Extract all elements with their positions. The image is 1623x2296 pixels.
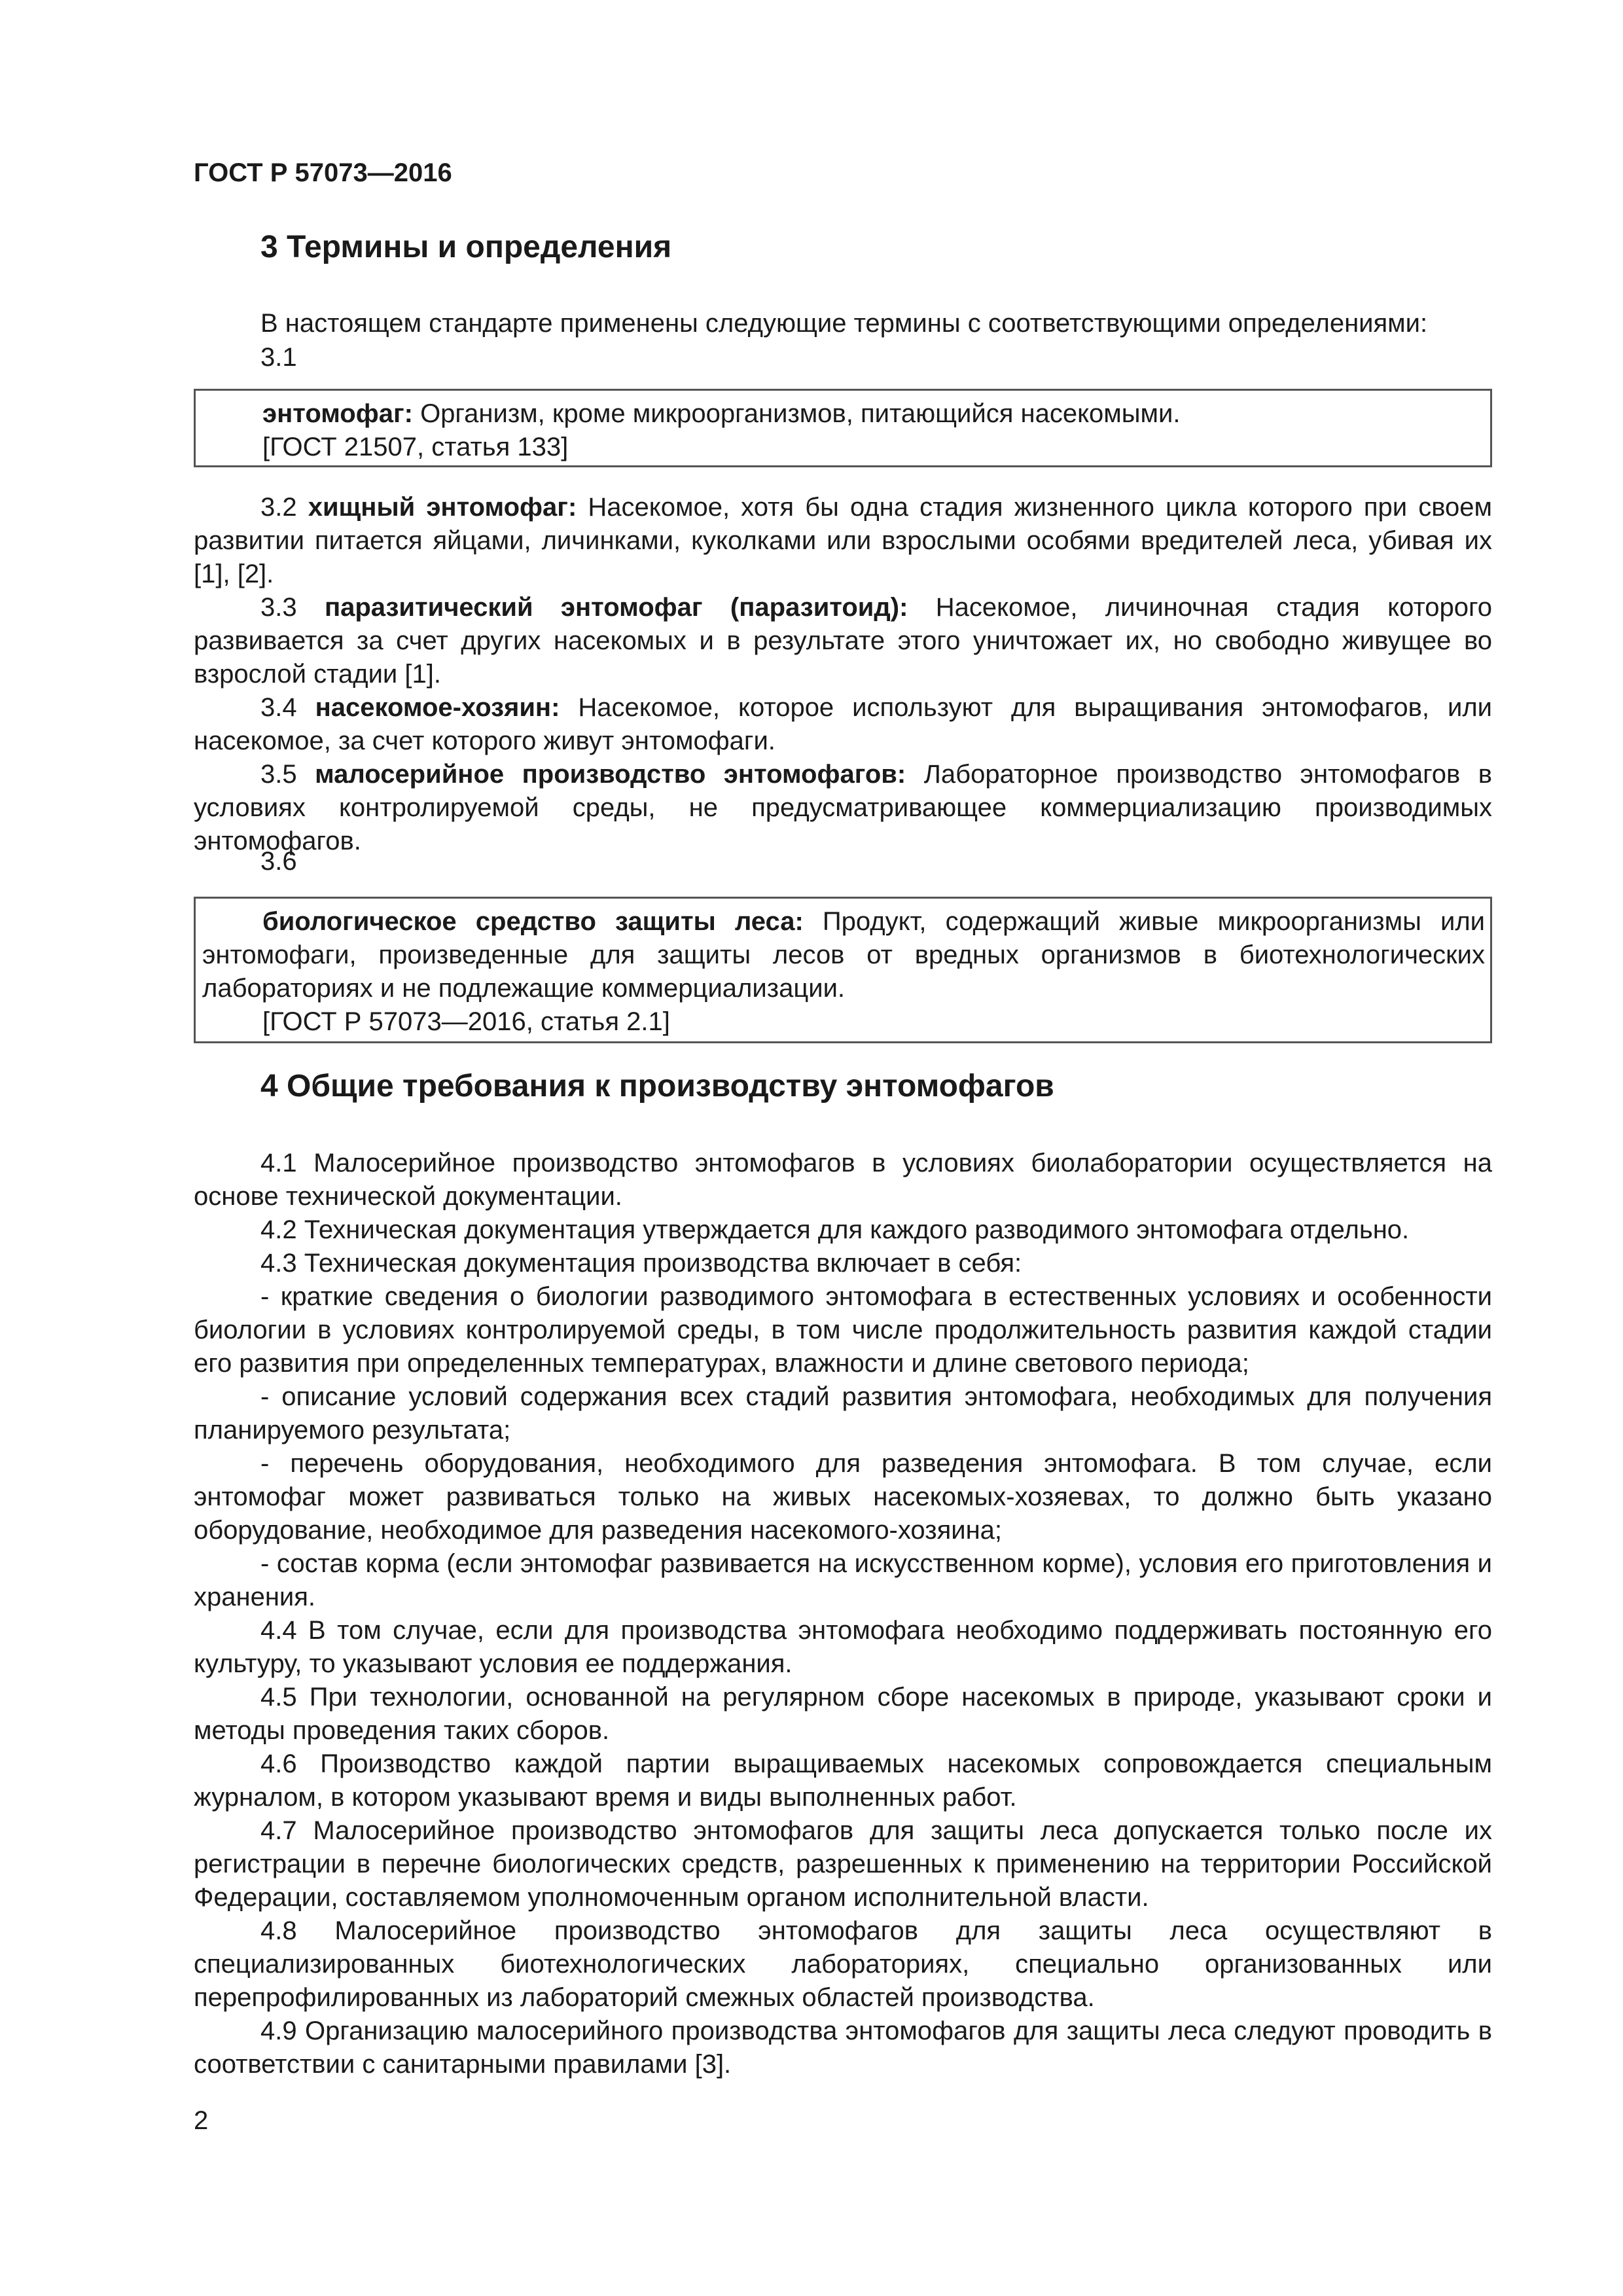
term-3-3-number: 3.3 (260, 593, 325, 622)
term-3-6-number: 3.6 (260, 847, 297, 876)
term-3-5-number: 3.5 (260, 760, 315, 789)
page-number: 2 (194, 2106, 209, 2135)
term-3-5 (194, 758, 1492, 858)
clause-4-4: 4.4 В том случае, если для производства энтомофага необходимо поддерживать постоянную его культуру, то указывают условия ее поддержания. (194, 1616, 1492, 1678)
term-3-1-source: [ГОСТ 21507, статья 133] (262, 433, 569, 461)
clause-4-6: 4.6 Производство каждой партии выращиваемых насекомых сопровождается специальным журналом, в котором указывают время и виды выполненных работ. (194, 1749, 1492, 1812)
section-4-title: 4 Общие требования к производству энтомофагов (260, 1069, 1054, 1103)
term-3-2 (194, 491, 1492, 591)
clause-4-7: 4.7 Малосерийное производство энтомофагов для защиты леса допускается только после их регистрации в перечне биологических средств, разрешенных к применению на территории Российской Федерации, составляемом уполномоченным органом исполнительной власти. (194, 1816, 1492, 1912)
term-3-3-def: Насекомое, личиночная стадия которого развивается за счет других насекомых и в результате этого уничтожает их, но свободно живущее во взрослой стадии [1]. (194, 593, 1493, 689)
term-3-6-term: биологическое средство защиты леса: (262, 907, 804, 936)
list-item-feed: - состав корма (если энтомофаг развивается на искусственном корме), условия его приготовления и хранения. (194, 1549, 1492, 1611)
clause-4-9: 4.9 Организацию малосерийного производства энтомофагов для защиты леса следуют проводить в соответствии с санитарными правилами [3]. (194, 2017, 1492, 2079)
term-3-3-term: паразитический энтомофаг (паразитоид): (324, 593, 908, 622)
term-3-4-def: Насекомое, которое используют для выращивания энтомофагов, или насекомое, за счет которого живут энтомофаги. (194, 693, 1492, 755)
term-3-6-def: Продукт, содержащий живые микроорганизмы или энтомофаги, произведенные для защиты лесов от вредных организмов в биотехнологических лабораториях и не подлежащие коммерциализации. (202, 907, 1485, 1003)
term-3-1-number: 3.1 (260, 343, 297, 372)
terms-3-2-to-3-5 (194, 491, 1492, 858)
term-3-1-def: Организм, кроме микроорганизмов, питающийся насекомыми. (412, 399, 1181, 428)
term-3-6-text (202, 905, 1485, 1005)
term-3-1-box (194, 389, 1492, 467)
clause-4-1: 4.1 Малосерийное производство энтомофагов в условиях биолаборатории осуществляется на основе технической документации. (194, 1149, 1492, 1211)
section-4-body (194, 1147, 1492, 2081)
term-3-5-term: малосерийное производство энтомофагов: (315, 760, 906, 789)
term-3-4-term: насекомое-хозяин: (315, 693, 560, 722)
term-3-4 (194, 691, 1492, 758)
term-3-1-text (202, 397, 1485, 431)
term-3-6-source: [ГОСТ Р 57073—2016, статья 2.1] (262, 1007, 670, 1036)
section-3-title: 3 Термины и определения (260, 230, 672, 264)
term-3-2-term: хищный энтомофаг: (308, 493, 577, 522)
clause-4-5: 4.5 При технологии, основанной на регулярном сборе насекомых в природе, указывают сроки и методы проведения таких сборов. (194, 1683, 1492, 1745)
section-3-intro: В настоящем стандарте применены следующие термины с соответствующими определениями: (260, 309, 1428, 338)
list-item-biology: - краткие сведения о биологии разводимого энтомофага в естественных условиях и особенности биологии в условиях контролируемой среды, в том числе продолжительность развития каждой стадии его развития при определенных температурах, влажности и длине светового периода; (194, 1282, 1492, 1378)
document-header: ГОСТ Р 57073—2016 (194, 158, 452, 187)
term-3-4-number: 3.4 (260, 693, 315, 722)
term-3-5-def: Лабораторное производство энтомофагов в условиях контролируемой среды, не предусматривающее коммерциализацию производимых энтомофагов. (194, 760, 1493, 855)
clause-4-2: 4.2 Техническая документация утверждается для каждого разводимого энтомофага отдельно. (260, 1215, 1410, 1244)
list-item-conditions: - описание условий содержания всех стадий развития энтомофага, необходимых для получения планируемого результата; (194, 1382, 1492, 1444)
list-item-equipment: - перечень оборудования, необходимого для разведения энтомофага. В том случае, если энтомофаг может развиваться только на живых насекомых-хозяевах, то должно быть указано оборудование, необходимое для разведения насекомого-хозяина; (194, 1449, 1492, 1545)
term-3-1-term: энтомофаг: (262, 399, 413, 428)
term-3-3 (194, 591, 1492, 691)
clause-4-3: 4.3 Техническая документация производства включает в себя: (260, 1249, 1022, 1278)
term-3-2-def: Насекомое, хотя бы одна стадия жизненного цикла которого при своем развитии питается яйцами, личинками, куколками или взрослыми особями вредителей леса, убивая их [1], [2]. (194, 493, 1493, 588)
term-3-6-box (194, 897, 1492, 1043)
term-3-2-number: 3.2 (260, 493, 308, 522)
clause-4-8: 4.8 Малосерийное производство энтомофагов для защиты леса осуществляют в специализированных биотехнологических лабораториях, специально организованных или перепрофилированных из лабораторий смежных областей производства. (194, 1916, 1492, 2012)
